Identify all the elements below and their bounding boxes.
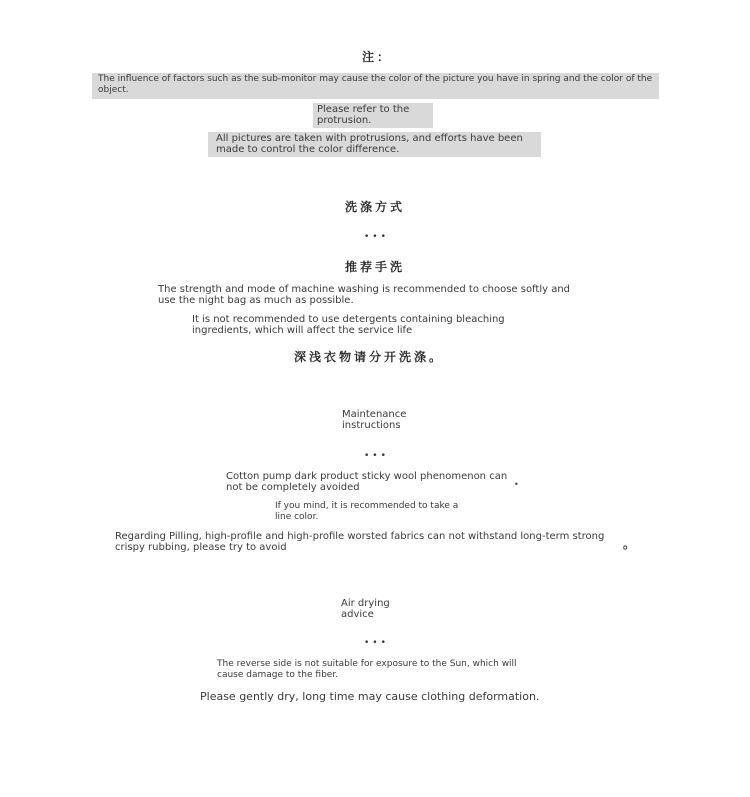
note-heading: 注： [362, 50, 393, 64]
washing-subheading: 推荐手洗 [345, 260, 406, 274]
maintenance-wool-note: Cotton pump dark product sticky wool phenomenon can not be completely avoided [226, 471, 508, 493]
washing-bleach-warning: It is not recommended to use detergents containing bleaching ingredients, which will affect the service life [192, 314, 505, 336]
maintenance-pilling-note: Regarding Pilling, high-profile and high-profile worsted fabrics can not withstand long-term strong crispy rubbing, please try to avoid [115, 531, 605, 553]
drying-dots: ••• [364, 638, 389, 648]
washing-separate-colors: 深浅衣物请分开洗涤。 [294, 350, 445, 364]
drying-sun-warning: The reverse side is not suitable for exposure to the Sun, which will cause damage to the fiber. [217, 659, 517, 680]
washing-machine-advice: The strength and mode of machine washing is recommended to choose softly and use the night bag as much as possible. [158, 284, 571, 306]
washing-dots: ••• [364, 232, 389, 242]
note-color-disclaimer: The influence of factors such as the sub-monitor may cause the color of the picture you have in spring and the color of the object. [92, 73, 659, 99]
maintenance-dots: ••• [364, 451, 389, 461]
drying-heading: Air drying advice [341, 598, 390, 620]
note-refer-protrusion: Please refer to the protrusion. [313, 103, 433, 128]
maintenance-pilling-mark: 。 [623, 537, 636, 551]
note-color-control: All pictures are taken with protrusions, and efforts have been made to control the color difference. [208, 132, 541, 157]
maintenance-line-color-tip: If you mind, it is recommended to take a line color. [275, 501, 459, 522]
washing-heading: 洗涤方式 [345, 200, 406, 214]
maintenance-wool-mark: • [514, 480, 519, 489]
drying-gentle-dry: Please gently dry, long time may cause clothing deformation. [200, 690, 540, 703]
maintenance-heading: Maintenance instructions [342, 409, 407, 431]
